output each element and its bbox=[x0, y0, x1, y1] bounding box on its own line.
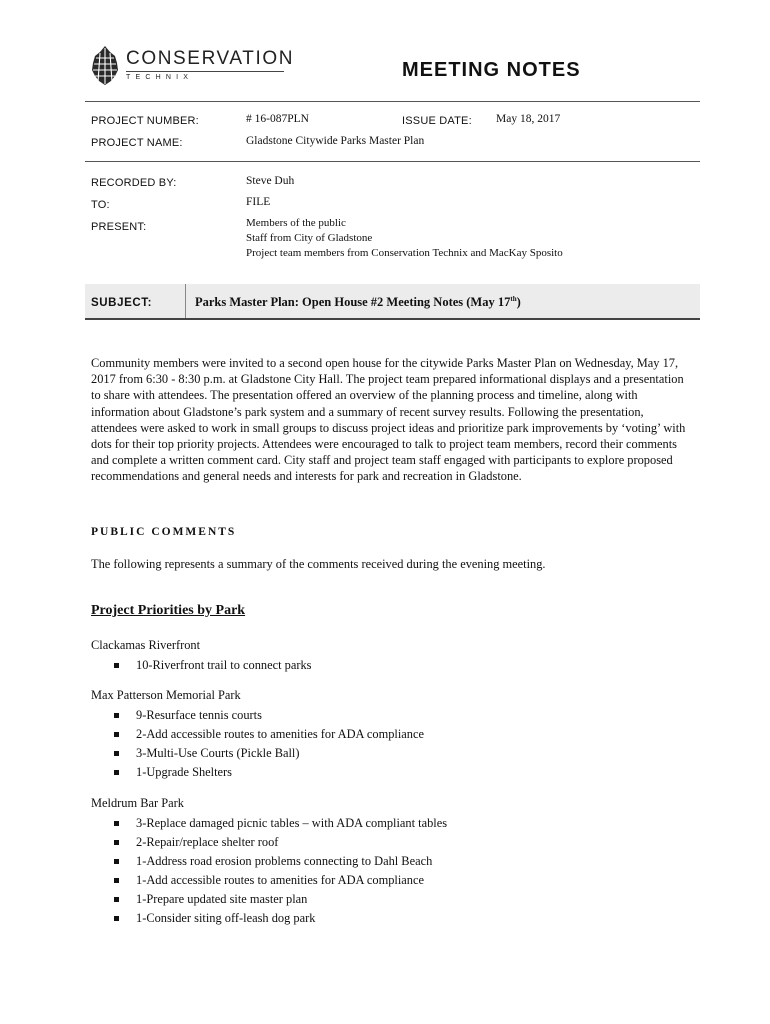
list-item bbox=[91, 854, 691, 873]
item-text: 2-Repair/replace shelter roof bbox=[136, 835, 279, 849]
item-text: 3-Replace damaged picnic tables – with ADA compliant tables bbox=[136, 816, 448, 830]
item-text: 10-Riverfront trail to connect parks bbox=[136, 658, 312, 672]
recorded-by: Steve Duh bbox=[246, 175, 295, 187]
park-name: Max Patterson Memorial Park bbox=[91, 688, 241, 702]
park-section bbox=[91, 796, 691, 930]
list-item bbox=[91, 873, 691, 892]
park-name: Clackamas Riverfront bbox=[91, 638, 201, 652]
project-name-label: PROJECT NAME: bbox=[91, 137, 183, 149]
summary-text: The following represents a summary of the comments received during the evening meeting. bbox=[91, 557, 546, 571]
to-value: FILE bbox=[246, 196, 271, 208]
list-item bbox=[91, 658, 691, 677]
document-title: MEETING NOTES bbox=[402, 59, 581, 81]
project-number-label: PROJECT NUMBER: bbox=[91, 115, 199, 127]
bullet-icon bbox=[114, 916, 119, 921]
item-text: 9-Resurface tennis courts bbox=[136, 708, 262, 722]
project-number: # 16-087PLN bbox=[246, 113, 309, 125]
divider bbox=[85, 161, 700, 162]
divider bbox=[85, 101, 700, 102]
present-line: Staff from City of Gladstone bbox=[246, 232, 373, 244]
subject-label: SUBJECT: bbox=[91, 297, 153, 309]
to-label: TO: bbox=[91, 199, 110, 211]
recorded-by-label: RECORDED BY: bbox=[91, 177, 177, 189]
subject-close: ) bbox=[516, 295, 521, 310]
subject-main: Parks Master Plan: Open House #2 Meeting Notes (May 17 bbox=[195, 295, 511, 310]
logo-rule bbox=[126, 71, 284, 72]
item-text: 2-Add accessible routes to amenities for ADA compliance bbox=[136, 727, 424, 741]
item-text: 1-Upgrade Shelters bbox=[136, 765, 232, 779]
issue-date-label: ISSUE DATE: bbox=[402, 115, 472, 127]
list-item bbox=[91, 727, 691, 746]
list-item bbox=[91, 765, 691, 784]
item-text: 1-Address road erosion problems connecting to Dahl Beach bbox=[136, 854, 433, 868]
logo-wordmark: CONSERVATION bbox=[126, 48, 295, 69]
present-line: Project team members from Conservation Technix and MacKay Sposito bbox=[246, 247, 563, 259]
list-item bbox=[91, 708, 691, 727]
bullet-icon bbox=[114, 732, 119, 737]
subject-superscript: th bbox=[510, 295, 517, 303]
priority-list bbox=[91, 708, 691, 784]
item-text: 1-Consider siting off-leash dog park bbox=[136, 911, 316, 925]
present-label: PRESENT: bbox=[91, 221, 147, 233]
item-text: 1-Add accessible routes to amenities for ADA compliance bbox=[136, 873, 424, 887]
company-logo bbox=[88, 44, 295, 88]
bullet-icon bbox=[114, 821, 119, 826]
list-item bbox=[91, 835, 691, 854]
public-comments-heading: PUBLIC COMMENTS bbox=[91, 526, 237, 538]
pinecone-icon bbox=[88, 44, 122, 88]
list-item bbox=[91, 746, 691, 765]
item-text: 1-Prepare updated site master plan bbox=[136, 892, 308, 906]
bullet-icon bbox=[114, 770, 119, 775]
park-name: Meldrum Bar Park bbox=[91, 796, 184, 810]
bullet-icon bbox=[114, 878, 119, 883]
subject-divider bbox=[185, 284, 186, 318]
list-item bbox=[91, 892, 691, 911]
subject-text bbox=[195, 295, 521, 310]
issue-date: May 18, 2017 bbox=[496, 113, 561, 125]
present-line: Members of the public bbox=[246, 217, 346, 229]
item-text: 3-Multi-Use Courts (Pickle Ball) bbox=[136, 746, 300, 760]
priority-list bbox=[91, 816, 691, 930]
bullet-icon bbox=[114, 713, 119, 718]
list-item bbox=[91, 816, 691, 835]
project-name: Gladstone Citywide Parks Master Plan bbox=[246, 135, 425, 147]
bullet-icon bbox=[114, 897, 119, 902]
bullet-icon bbox=[114, 751, 119, 756]
priorities-heading: Project Priorities by Park bbox=[91, 603, 246, 618]
bullet-icon bbox=[114, 840, 119, 845]
subject-bar bbox=[85, 284, 700, 320]
priority-list bbox=[91, 658, 691, 677]
logo-subtitle: TECHNIX bbox=[126, 74, 194, 81]
bullet-icon bbox=[114, 663, 119, 668]
park-section bbox=[91, 688, 691, 784]
intro-paragraph: Community members were invited to a second open house for the citywide Parks Master Plan on Wednesday, May 17, 2017 from 6:30 - 8:30 p.m. at Gladstone City Hall. The project team prepared informational displays and a presentation to share with attendees. The presentation offered an overview of the planning process and timeline, along with information about Gladstone’s park system and a summary of recent survey results. Following the presentation, attendees were asked to work in small groups to discuss project ideas and prioritize park improvements by ‘voting’ with dots for their top priority projects. Attendees were encouraged to talk to project team members, record their comments and complete a written comment card. City staff and project team staff engaged with participants to explore proposed recommendations and general needs and interests for park and recreation in Gladstone. bbox=[91, 356, 686, 484]
bullet-icon bbox=[114, 859, 119, 864]
park-section bbox=[91, 638, 691, 677]
list-item bbox=[91, 911, 691, 930]
